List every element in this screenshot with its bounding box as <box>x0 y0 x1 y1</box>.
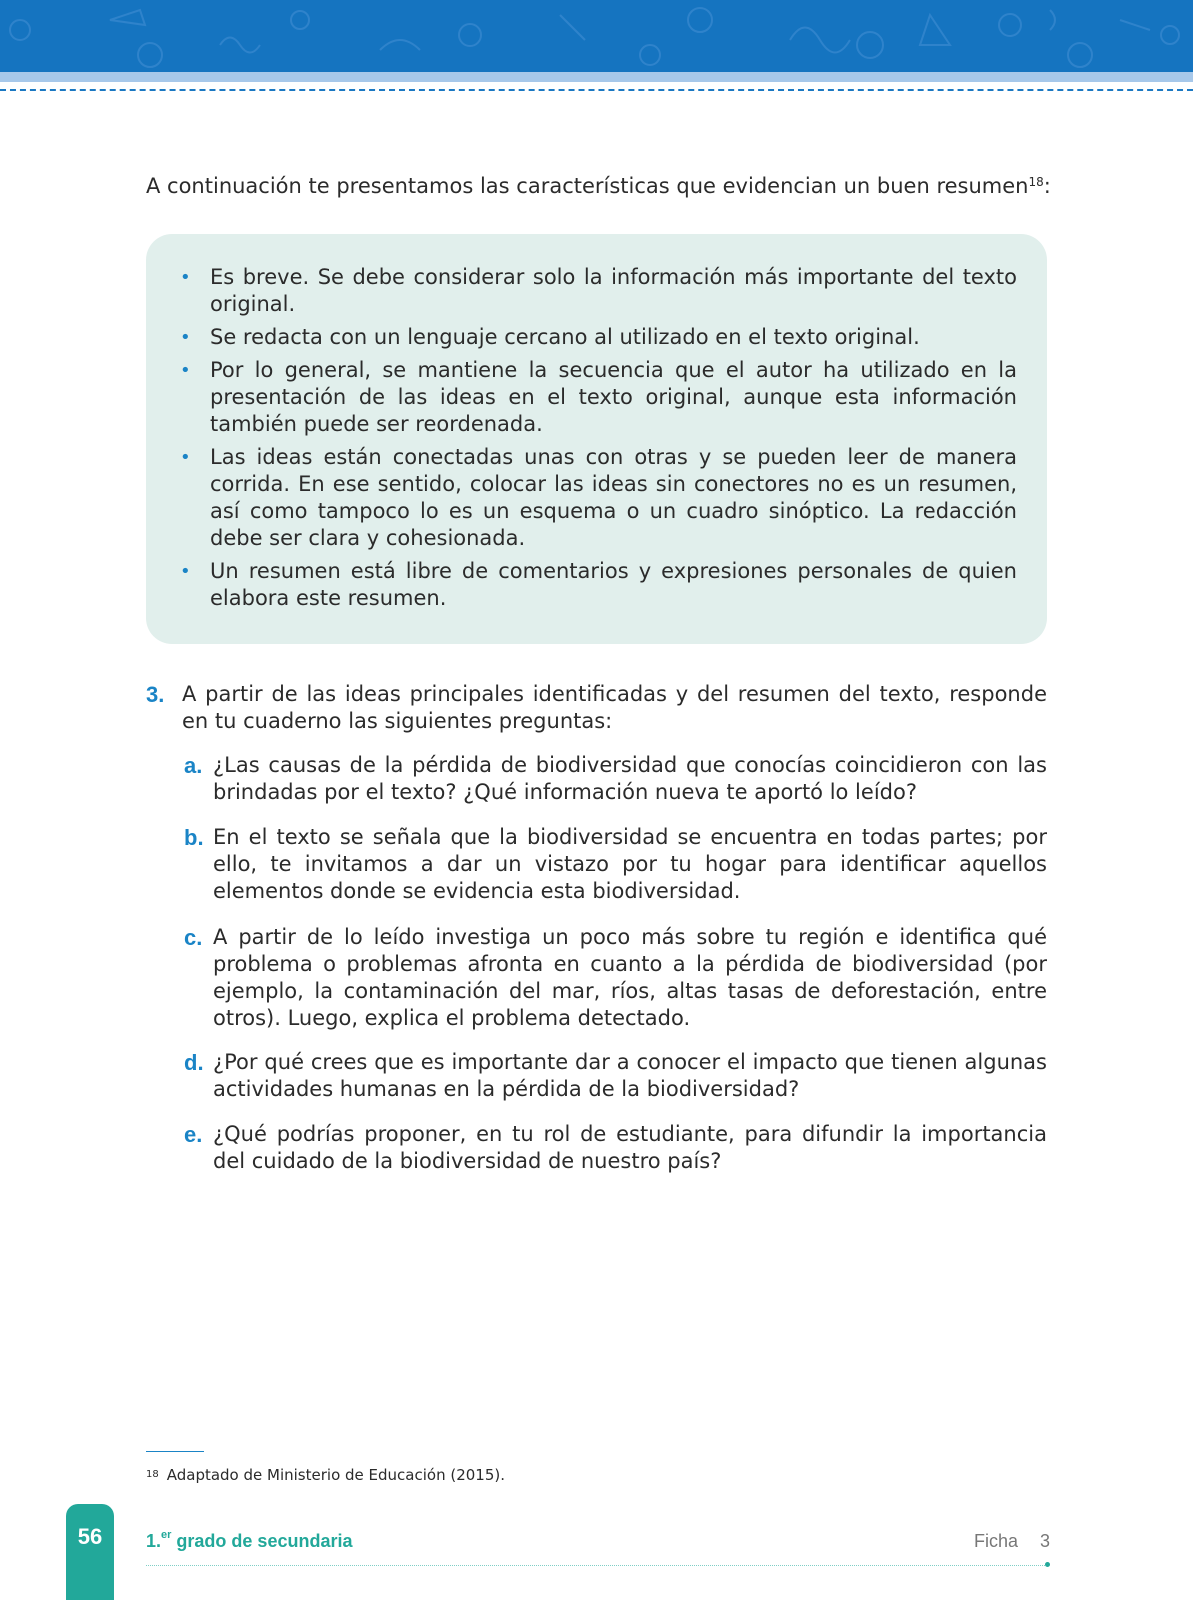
intro-colon: : <box>1043 174 1051 198</box>
sub-question-text: En el texto se señala que la biodiversidad se encuentra en todas partes; por ello, te invitamos a dar un vistazo por tu hogar para identificar aquellos elementos donde se evidencia esta biodiversidad. <box>213 825 1047 903</box>
characteristics-list <box>180 264 1017 618</box>
footnote <box>146 1465 846 1485</box>
grade-label <box>146 1531 352 1552</box>
sub-question-text: ¿Por qué crees que es importante dar a conocer el impacto que tienen algunas actividades humanas en la pérdida de la biodiversidad? <box>213 1050 1047 1101</box>
bullet-icon: • <box>180 360 191 381</box>
question-3 <box>146 681 1047 735</box>
bullet-icon: • <box>180 561 191 582</box>
sub-question-letter: a. <box>184 753 203 778</box>
sub-question-text: ¿Qué podrías proponer, en tu rol de estudiante, para difundir la importancia del cuidado de la biodiversidad de nuestro país? <box>213 1122 1047 1173</box>
list-item <box>180 324 1017 351</box>
list-item-text: Las ideas están conectadas unas con otras y se pueden leer de manera corrida. En ese sentido, colocar las ideas sin conectores no es un resumen, así como tampoco lo es un esquema o un cuadro sinóptico. La redacción debe ser clara y cohesionada. <box>210 445 1017 550</box>
list-item-text: Se redacta con un lenguaje cercano al utilizado en el texto original. <box>210 325 920 349</box>
sub-question-letter: d. <box>184 1050 204 1075</box>
ficha-word: Ficha <box>973 1531 1018 1551</box>
sub-question-letter: b. <box>184 825 204 850</box>
header-divider <box>0 89 1193 91</box>
list-item <box>180 264 1017 318</box>
question-number: 3. <box>146 682 165 707</box>
list-item-text: Un resumen está libre de comentarios y expresiones personales de quien elabora este resumen. <box>210 559 1017 610</box>
footer-divider <box>146 1565 1049 1566</box>
ficha-number: 3 <box>1039 1531 1050 1551</box>
footnote-number: 18 <box>146 1469 159 1480</box>
list-item <box>180 357 1017 438</box>
footnote-text: Adaptado de Ministerio de Educación (2015). <box>166 1466 505 1484</box>
footer-dot-icon <box>1045 1562 1050 1567</box>
sub-question-a <box>184 752 1047 806</box>
list-item <box>180 558 1017 612</box>
sub-question-letter: e. <box>184 1122 203 1147</box>
bullet-icon: • <box>180 327 191 348</box>
list-item-text: Es breve. Se debe considerar solo la información más importante del texto original. <box>210 265 1017 316</box>
sub-question-b <box>184 824 1047 905</box>
intro-text: A continuación te presentamos las características que evidencian un buen resumen <box>146 174 1029 198</box>
page-number-tab <box>66 1504 114 1600</box>
bullet-icon: • <box>180 267 191 288</box>
characteristics-box <box>146 234 1047 644</box>
sub-question-d <box>184 1049 1047 1103</box>
list-item-text: Por lo general, se mantiene la secuencia que el autor ha utilizado en la presentación de las ideas en el texto original, aunque esta información también puede ser reordenada. <box>210 358 1017 436</box>
footnote-ref: 18 <box>1028 175 1044 189</box>
header-banner <box>0 0 1193 82</box>
footnote-divider <box>146 1451 204 1452</box>
sub-question-e <box>184 1121 1047 1175</box>
ficha-label <box>974 1531 1050 1552</box>
bullet-icon: • <box>180 447 191 468</box>
sub-question-letter: c. <box>184 925 203 950</box>
grade-text: grado de secundaria <box>171 1531 353 1551</box>
sub-question-text: A partir de lo leído investiga un poco más sobre tu región e identifica qué problema o problemas afronta en cuanto a la pérdida de biodiversidad (por ejemplo, la contaminación del mar, ríos, altas tasas de deforestación, entre otros). Luego, explica el problema detectado. <box>213 925 1047 1030</box>
doodle-pattern-icon <box>0 0 1193 72</box>
grade-superscript: er <box>161 1529 172 1541</box>
intro-paragraph <box>146 172 1051 200</box>
question-text: A partir de las ideas principales identificadas y del resumen del texto, responde en tu cuaderno las siguientes preguntas: <box>182 682 1047 733</box>
page-number: 56 <box>77 1524 103 1549</box>
sub-question-text: ¿Las causas de la pérdida de biodiversidad que conocías coincidieron con las brindadas por el texto? ¿Qué información nueva te aportó lo leído? <box>213 753 1047 804</box>
sub-question-c <box>184 924 1047 1032</box>
list-item <box>180 444 1017 552</box>
grade-prefix: 1. <box>146 1531 162 1551</box>
banner-strip <box>0 72 1193 82</box>
